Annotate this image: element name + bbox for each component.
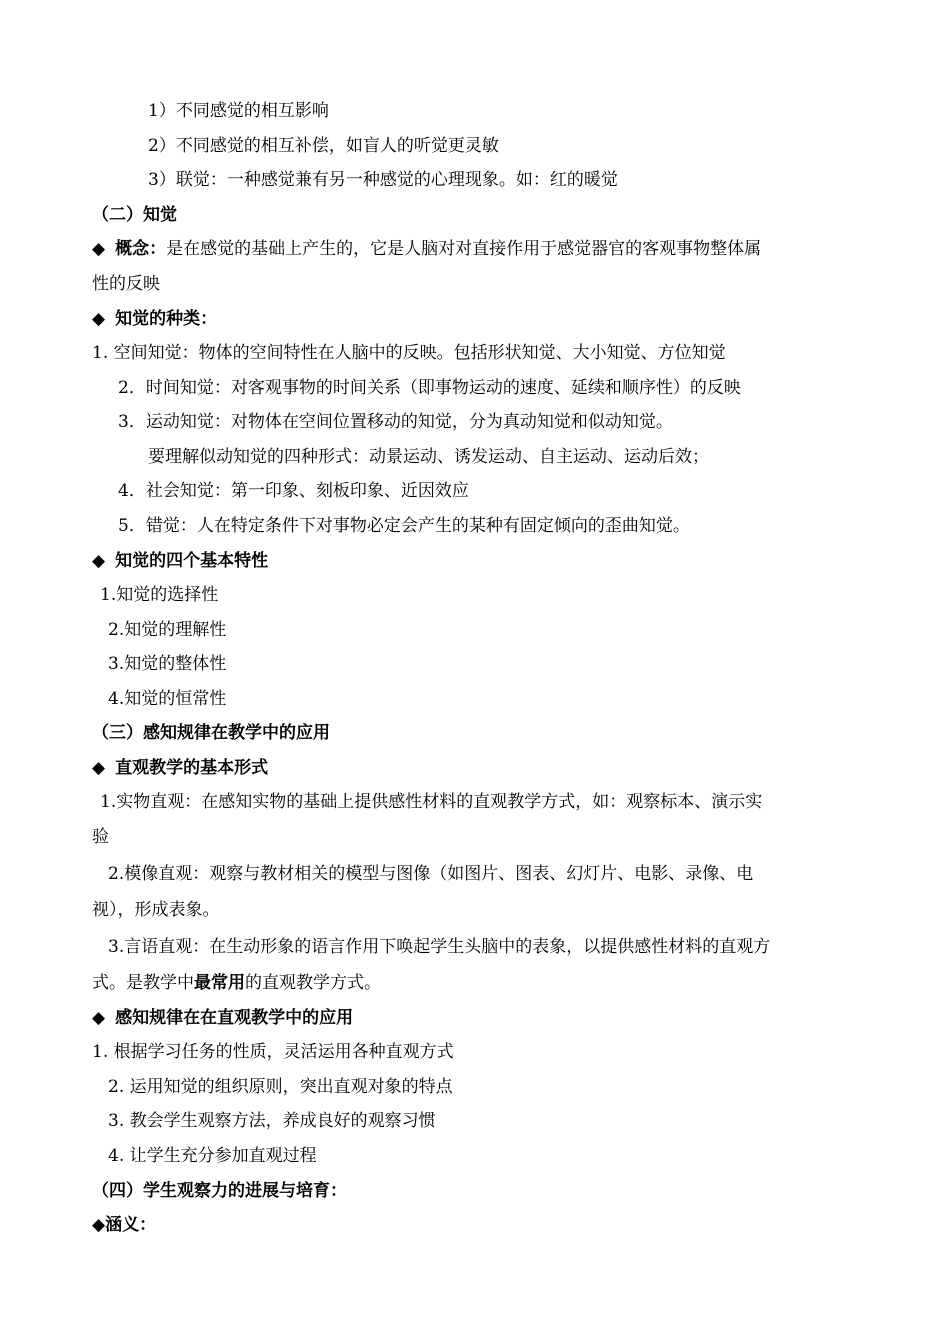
list-item: 1）不同感觉的相互影响 (148, 101, 329, 121)
bullet-heading (92, 308, 217, 330)
diamond-bullet-icon: ◆ (92, 309, 106, 329)
list-item: 2. 运用知觉的组织原则，突出直观对象的特点 (108, 1077, 453, 1097)
section-heading: （二）知觉 (92, 205, 177, 225)
bullet-heading (92, 1214, 156, 1236)
list-item: 3）联觉：一种感觉兼有另一种感觉的心理现象。如：红的暖觉 (148, 170, 618, 190)
list-item: 2．时间知觉：对客观事物的时间关系（即事物运动的速度、延续和顺序性）的反映 (118, 378, 741, 398)
text-run: 的直观教学方式。 (245, 973, 381, 993)
emphasis-text: 最常用 (194, 973, 245, 993)
diamond-bullet-icon: ◆ (92, 551, 106, 571)
paragraph-line (92, 972, 381, 994)
bullet-heading-text: 知觉的四个基本特性 (115, 551, 269, 571)
list-item: 4.知觉的恒常性 (108, 689, 227, 709)
list-item: 3. 教会学生观察方法，养成良好的观察习惯 (108, 1111, 436, 1131)
paragraph-line: 性的反映 (92, 274, 160, 294)
diamond-bullet-icon: ◆ (92, 239, 106, 259)
bullet-heading-text: 感知规律在在直观教学中的应用 (115, 1008, 354, 1028)
list-item: 2）不同感觉的相互补偿，如盲人的听觉更灵敏 (148, 136, 499, 156)
bullet-heading (92, 550, 268, 572)
paragraph-line: 视），形成表象。 (92, 900, 220, 920)
concept-label: 概念： (115, 239, 167, 259)
diamond-bullet-icon: ◆ (92, 1008, 106, 1028)
list-item: 1. 根据学习任务的性质，灵活运用各种直观方式 (92, 1042, 454, 1062)
concept-text: 是在感觉的基础上产生的，它是人脑对对直接作用于感觉器官的客观事物整体属 (166, 239, 762, 259)
list-item: 2.知觉的理解性 (108, 620, 227, 640)
list-item: 2.模像直观：观察与教材相关的模型与图像（如图片、图表、幻灯片、电影、录像、电 (108, 864, 754, 884)
list-item: 1. 空间知觉：物体的空间特性在人脑中的反映。包括形状知觉、大小知觉、方位知觉 (92, 343, 726, 363)
section-heading: （三）感知规律在教学中的应用 (92, 723, 330, 743)
bullet-heading (92, 757, 268, 779)
list-item: 1.实物直观：在感知实物的基础上提供感性材料的直观教学方式，如：观察标本、演示实 (100, 792, 763, 812)
list-item: 4．社会知觉：第一印象、刻板印象、近因效应 (118, 481, 469, 501)
list-item: 3.知觉的整体性 (108, 654, 227, 674)
list-item: 4. 让学生充分参加直观过程 (108, 1146, 317, 1166)
concept-paragraph (92, 238, 761, 260)
bullet-heading-text: 涵义： (105, 1215, 157, 1235)
paragraph-line: 验 (92, 827, 109, 847)
list-item: 3.言语直观：在生动形象的语言作用下唤起学生头脑中的表象，以提供感性材料的直观方 (108, 937, 771, 957)
diamond-bullet-icon: ◆ (92, 1215, 106, 1235)
list-item: 5．错觉：人在特定条件下对事物必定会产生的某种有固定倾向的歪曲知觉。 (118, 516, 690, 536)
list-item: 1.知觉的选择性 (100, 585, 219, 605)
list-item: 要理解似动知觉的四种形式：动景运动、诱发运动、自主运动、运动后效； (148, 447, 709, 467)
diamond-bullet-icon: ◆ (92, 758, 106, 778)
text-run: 式。是教学中 (92, 973, 194, 993)
list-item: 3．运动知觉：对物体在空间位置移动的知觉，分为真动知觉和似动知觉。 (118, 412, 673, 432)
bullet-heading-text: 直观教学的基本形式 (115, 758, 269, 778)
bullet-heading-text: 知觉的种类： (115, 309, 218, 329)
bullet-heading (92, 1007, 353, 1029)
section-heading: （四）学生观察力的进展与培育： (92, 1181, 347, 1201)
